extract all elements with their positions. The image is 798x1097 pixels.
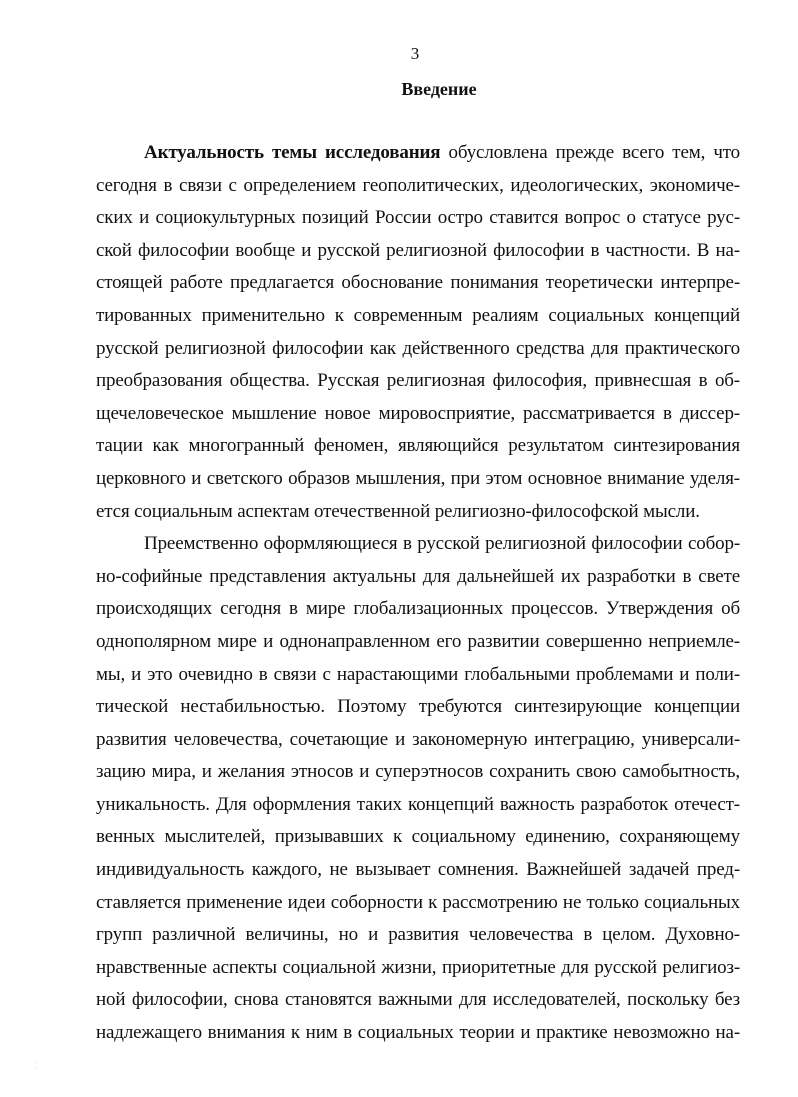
paragraph-2-line: индивидуальность каждого, не вызывает сомнения. Важнейшей задачей пред- bbox=[96, 859, 740, 881]
paragraph-1-line: щечеловеческое мышление новое мировосприятие, рассматривается в диссер- bbox=[96, 402, 740, 424]
paragraph-1-line: преобразования общества. Русская религиозная философия, привнесшая в об- bbox=[96, 370, 740, 392]
paragraph-1-line: ских и социокультурных позиций России остро ставится вопрос о статусе рус- bbox=[96, 207, 740, 229]
paragraph-1-line: тации как многогранный феномен, являющийся результатом синтезирования bbox=[96, 435, 740, 457]
paragraph-2-line: ставляется применение идеи соборности к рассмотрению не только социальных bbox=[96, 891, 740, 913]
paragraph-1-line: стоящей работе предлагается обоснование понимания теоретически интерпре- bbox=[96, 272, 740, 294]
paragraph-2-line: ной философии, снова становятся важными для исследователей, поскольку без bbox=[96, 989, 740, 1011]
paragraph-1-line: церковного и светского образов мышления, при этом основное внимание уделя- bbox=[96, 467, 740, 489]
paragraph-2-line: но-софийные представления актуальны для дальнейшей их разработки в свете bbox=[96, 565, 740, 587]
paragraph-2-line: однополярном мире и однонаправленном его развитии совершенно неприемле- bbox=[96, 630, 740, 652]
paragraph-2-line: мы, и это очевидно в связи с нарастающими глобальными проблемами и поли- bbox=[96, 663, 740, 685]
paragraph-2-line: уникальность. Для оформления таких концепций важность разработок отечест- bbox=[96, 793, 740, 815]
paragraph-2-line: групп различной величины, но и развития человечества в целом. Духовно- bbox=[96, 924, 740, 946]
paragraph-1-line-text: обусловлена прежде всего тем, что bbox=[440, 142, 740, 163]
paragraph-2-line: Преемственно оформляющиеся в русской религиозной философии собор- bbox=[144, 533, 740, 555]
paragraph-2-line: тической нестабильностью. Поэтому требуются синтезирующие концепции bbox=[96, 696, 740, 718]
scan-specks: · · bbox=[36, 1060, 38, 1072]
paragraph-2-line: венных мыслителей, призывавших к социальному единению, сохраняющему bbox=[96, 826, 740, 848]
body-text bbox=[96, 137, 740, 1050]
page-number: 3 bbox=[410, 44, 420, 63]
section-heading: Введение bbox=[401, 79, 477, 99]
paragraph-2-line: нравственные аспекты социальной жизни, приоритетные для русской религиоз- bbox=[96, 956, 740, 978]
paragraph-2-line: зацию мира, и желания этносов и суперэтносов сохранить свою самобытность, bbox=[96, 761, 740, 783]
paragraph-1-line: ской философии вообще и русской религиозной философии в частности. В на- bbox=[96, 239, 740, 261]
paragraph-1-line bbox=[96, 137, 740, 170]
paragraph-2-line: происходящих сегодня в мире глобализационных процессов. Утверждения об bbox=[96, 598, 740, 620]
paragraph-1-line: тированных применительно к современным реалиям социальных концепций bbox=[96, 304, 740, 326]
paragraph-1-line: русской религиозной философии как действенного средства для практического bbox=[96, 337, 740, 359]
paragraph-2-line: надлежащего внимания к ним в социальных теории и практике невозможно на- bbox=[96, 1022, 740, 1044]
paragraph-1-line: ется социальным аспектам отечественной религиозно-философской мысли. bbox=[96, 500, 700, 522]
lead-phrase: Актуальность темы исследования bbox=[144, 142, 441, 163]
paragraph-1-line: сегодня в связи с определением геополитических, идеологических, экономиче- bbox=[96, 174, 740, 196]
paragraph-2-line: развития человечества, сочетающие и закономерную интеграцию, универсали- bbox=[96, 728, 740, 750]
